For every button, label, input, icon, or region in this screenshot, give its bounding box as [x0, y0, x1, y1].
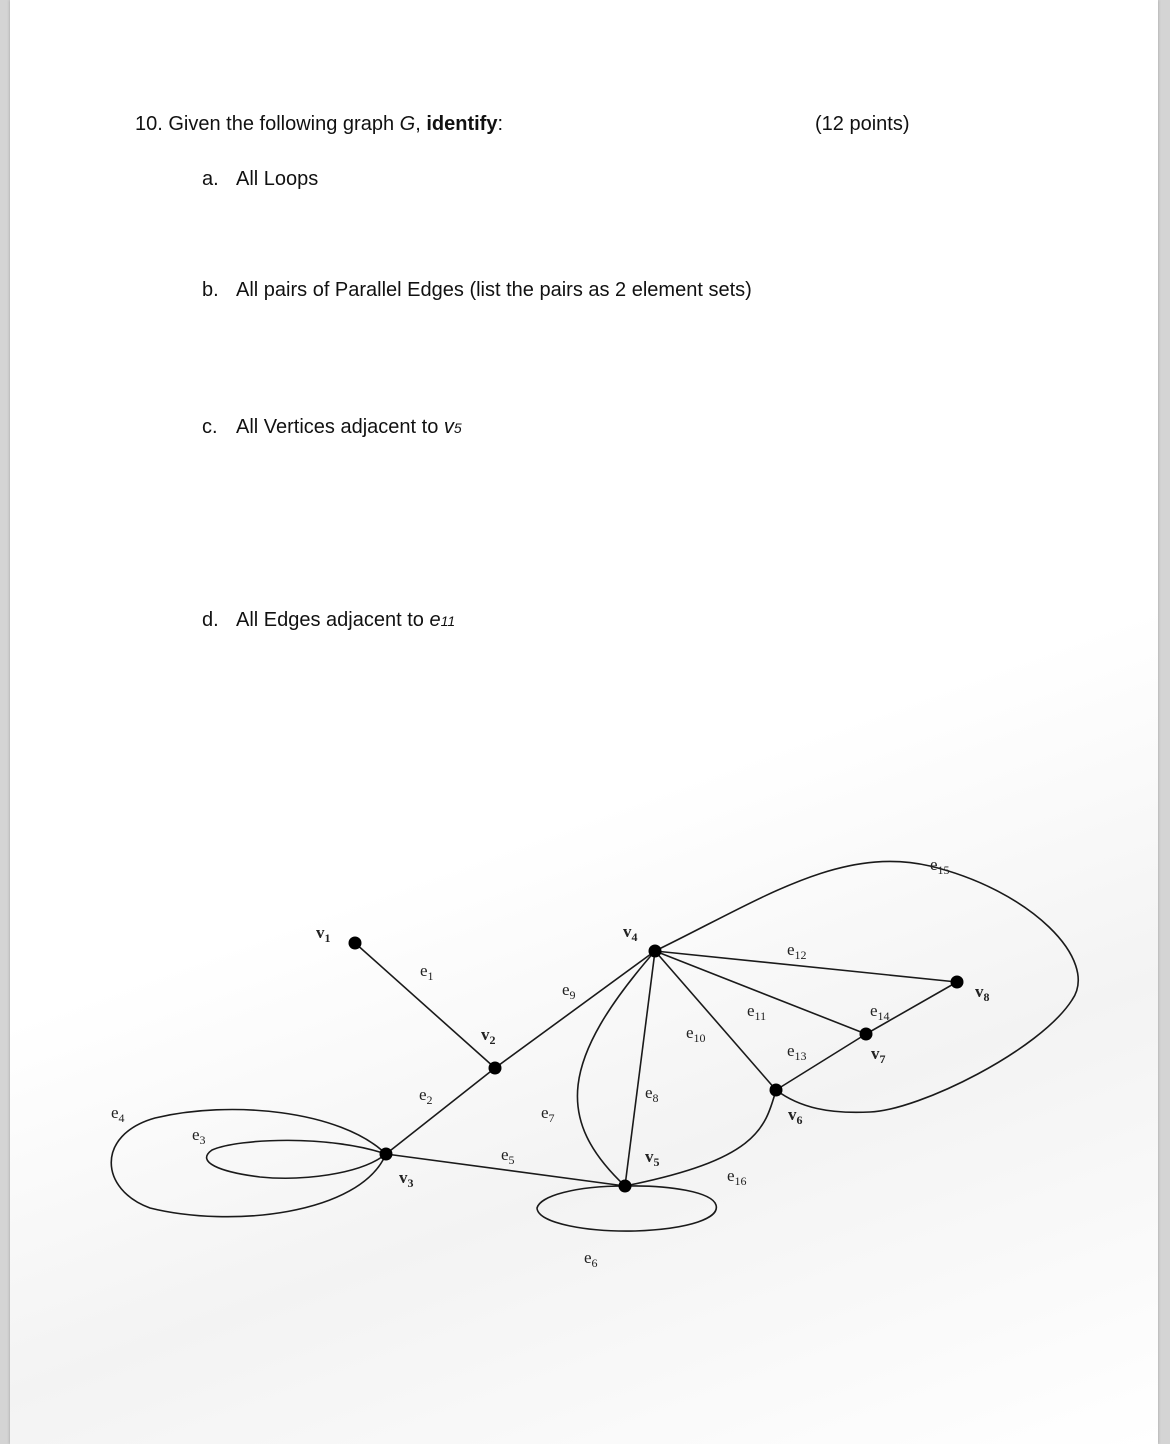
- vertex-label-v8: $v_8$: [975, 982, 990, 1004]
- edge-e6: [537, 1186, 716, 1231]
- part-c-label: c.: [202, 416, 218, 438]
- edge-label-e12: $e_{12}$: [787, 940, 807, 962]
- edge-e15: [655, 861, 1078, 1112]
- vertex-v8: [951, 976, 964, 989]
- vertex-label-v3: $v_3$: [399, 1168, 414, 1190]
- edge-e4: [111, 1110, 386, 1217]
- edge-label-e14: $e_{14}$: [870, 1001, 890, 1023]
- vertex-label-v1: $v_1$: [316, 923, 331, 945]
- question-points: (12 points): [815, 113, 910, 135]
- part-a-label: a.: [202, 168, 219, 190]
- edge-label-e4: $e_4$: [111, 1103, 125, 1125]
- vertex-v4: [649, 945, 662, 958]
- graph-name: G: [399, 113, 416, 135]
- question-intro: Given the following graph: [168, 113, 395, 135]
- edge-label-e16: $e_{16}$: [727, 1166, 747, 1188]
- vertex-v5: [619, 1180, 632, 1193]
- edge-label-e1: $e_1$: [420, 961, 434, 983]
- vertex-label-v7: $v_7$: [871, 1044, 886, 1066]
- vertex-label-v6: $v_6$: [788, 1105, 803, 1127]
- edge-label-e5: $e_5$: [501, 1145, 515, 1167]
- question-comma: ,: [415, 113, 421, 135]
- part-d-text: All Edges adjacent to: [236, 609, 424, 631]
- edge-label-e8: $e_8$: [645, 1083, 659, 1105]
- vertex-v1: [349, 937, 362, 950]
- question-number: 10.: [135, 113, 163, 135]
- part-c-var: v: [443, 416, 454, 438]
- edge-label-e10: $e_{10}$: [686, 1023, 706, 1045]
- vertex-v3: [380, 1148, 393, 1161]
- edge-e7: [577, 951, 655, 1186]
- edge-label-e2: $e_2$: [419, 1085, 433, 1107]
- vertex-v7: [860, 1028, 873, 1041]
- edge-e3: [207, 1140, 386, 1178]
- vertex-label-v4: $v_4$: [623, 922, 638, 944]
- part-b-label: b.: [202, 279, 219, 301]
- edge-e16: [625, 1090, 776, 1186]
- part-d-sub: 11: [440, 613, 456, 629]
- edge-label-e11: $e_{11}$: [747, 1001, 767, 1023]
- edge-label-e3: $e_3$: [192, 1125, 206, 1147]
- edge-label-e7: $e_7$: [541, 1103, 555, 1125]
- vertex-label-v2: $v_2$: [481, 1025, 496, 1047]
- part-c-sub: 5: [453, 420, 462, 436]
- edge-label-e6: $e_6$: [584, 1248, 598, 1270]
- part-a-text: All Loops: [236, 168, 319, 190]
- edge-e2: [386, 1068, 495, 1154]
- vertex-v2: [489, 1062, 502, 1075]
- vertex-label-v5: $v_5$: [645, 1147, 660, 1169]
- edge-e9: [495, 951, 655, 1068]
- question-colon: :: [497, 113, 504, 135]
- question-verb: identify: [426, 113, 498, 135]
- part-d-var: e: [429, 609, 441, 631]
- edge-label-e15: $e_{15}$: [930, 855, 950, 877]
- edge-e14: [866, 982, 957, 1034]
- vertex-v6: [770, 1084, 783, 1097]
- part-c-text: All Vertices adjacent to: [236, 416, 439, 438]
- edge-label-e13: $e_{13}$: [787, 1041, 807, 1063]
- part-b-text: All pairs of Parallel Edges (list the pairs as 2 element sets): [236, 279, 752, 301]
- edge-label-e9: $e_9$: [562, 980, 576, 1002]
- part-d-label: d.: [202, 609, 219, 631]
